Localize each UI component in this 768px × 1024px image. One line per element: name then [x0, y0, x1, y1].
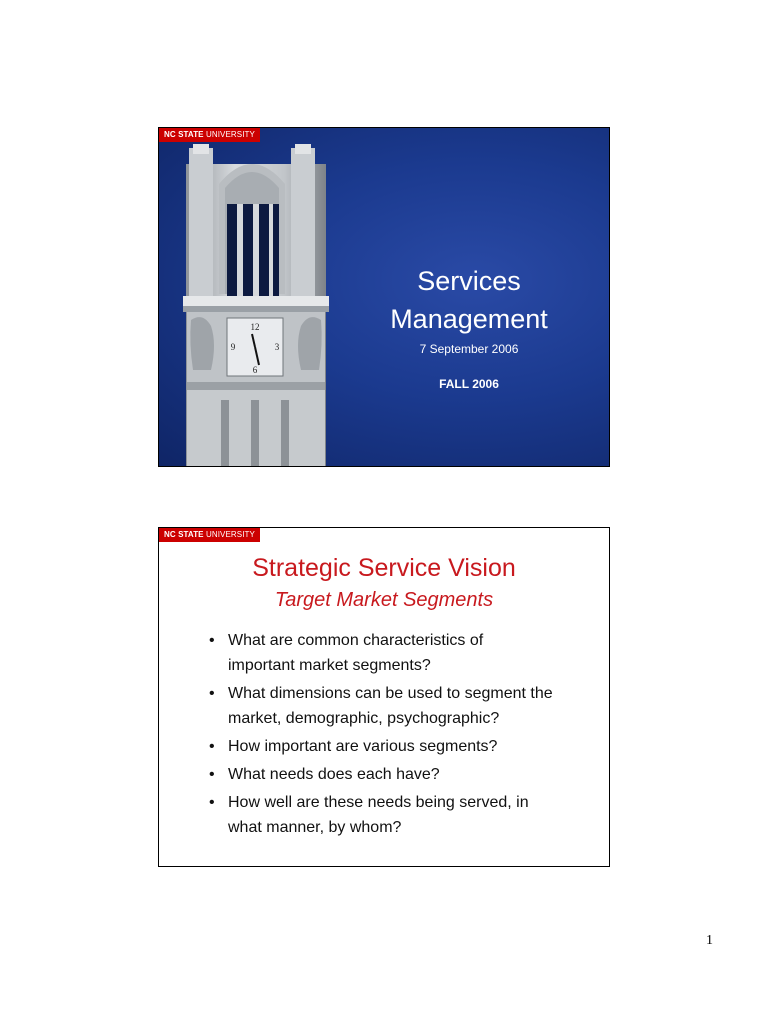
nc-state-logo: [159, 528, 260, 542]
brand-bold: NC STATE: [164, 530, 204, 539]
bullet-text: How important are various segments?: [228, 738, 498, 755]
bullet-text: How well are these needs being served, in: [228, 794, 529, 811]
nc-state-logo: [159, 128, 260, 142]
slide-date: 7 September 2006: [419, 342, 519, 356]
bullet-dot: •: [209, 766, 215, 783]
bullet-item: [209, 628, 569, 678]
bullet-text: important market segments?: [228, 657, 431, 674]
bullet-item: [209, 790, 569, 840]
bullet-text: What are common characteristics of: [228, 632, 484, 649]
bullet-dot: •: [209, 794, 215, 811]
bullet-list: [209, 628, 569, 843]
svg-text:12: 12: [250, 322, 260, 332]
slide-title: Strategic Service Vision: [252, 554, 516, 582]
page-number: 1: [706, 933, 713, 948]
bullet-text: What needs does each have?: [228, 766, 440, 783]
bullet-item: [209, 681, 569, 731]
slide-title-line1: Services: [417, 266, 521, 296]
brand-thin: UNIVERSITY: [205, 530, 255, 539]
slide-2: [158, 527, 610, 867]
bullet-text: What dimensions can be used to segment the: [228, 685, 553, 702]
svg-text:6: 6: [252, 365, 258, 375]
slide-title-line2: Management: [390, 304, 548, 334]
svg-text:3: 3: [274, 342, 280, 352]
slide-term: FALL 2006: [439, 377, 499, 391]
brand-thin: UNIVERSITY: [205, 130, 255, 139]
slide-subtitle: Target Market Segments: [274, 589, 494, 611]
bullet-item: [209, 762, 569, 787]
svg-text:9: 9: [230, 342, 236, 352]
slide-1: [158, 127, 610, 467]
bullet-text: market, demographic, psychographic?: [228, 710, 500, 727]
bullet-dot: •: [209, 738, 215, 755]
bell-tower-photo: [181, 144, 331, 466]
brand-bold: NC STATE: [164, 130, 204, 139]
bullet-dot: •: [209, 632, 215, 649]
bullet-text: what manner, by whom?: [228, 819, 402, 836]
bullet-dot: •: [209, 685, 215, 702]
bullet-item: [209, 734, 569, 759]
